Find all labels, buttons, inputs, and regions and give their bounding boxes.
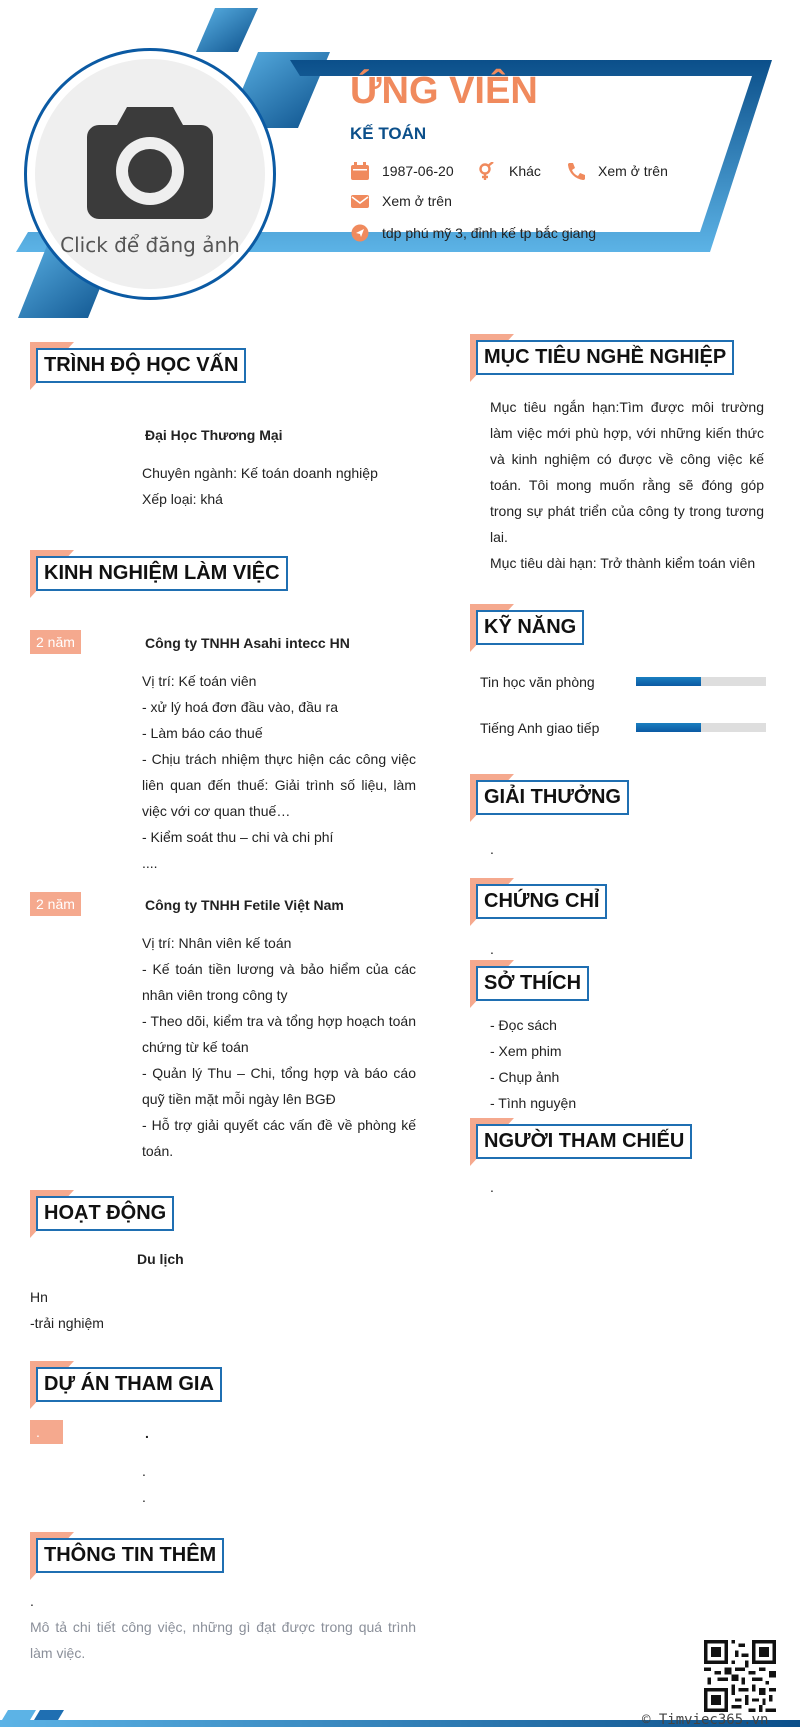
objective-short: Mục tiêu ngắn hạn:Tìm được môi trường làm việc mới phù hợp, với những kiến thức và kinh nghiệm có được về công việc kế toán. Tôi mong muốn rằng sẽ đóng góp trong sự phát triển của công ty trong tương lai. [490,399,764,545]
birthday: 1987-06-20 [382,163,454,179]
extra-info-placeholder[interactable]: Mô tả chi tiết công việc, những gì đạt được trong quá trình làm việc. [30,1619,416,1661]
section-title: NGƯỜI THAM CHIẾU [476,1124,692,1159]
skill-level-fill [636,677,701,686]
gender: Khác [509,163,541,179]
experience-line: - Chịu trách nhiệm thực hiện các công việc liên quan đến thuế: Giải trình số liệu, làm việc với cơ quan thuế… [142,751,416,819]
certificates-content: . [490,941,494,957]
section-activities [30,1190,174,1231]
phone-row [566,162,668,180]
references-content: . [490,1179,494,1195]
experience-line: Vị trí: Kế toán viên [142,673,257,689]
experience-line: - Hỗ trợ giải quyết các vấn đề về phòng kế toán. [142,1117,416,1159]
email: Xem ở trên [382,193,452,209]
email-row [350,192,452,210]
avatar-placeholder[interactable] [35,59,265,289]
skill-level-bar [636,723,766,732]
watermark: © Timviec365.vn [642,1712,769,1727]
section-awards [470,774,629,815]
section-title: MỤC TIÊU NGHỀ NGHIỆP [476,340,734,375]
activity-line: Hn [30,1289,48,1305]
shard-top-1 [196,8,258,52]
skill-name: Tiếng Anh giao tiếp [480,720,600,736]
section-certificates [470,878,607,919]
experience-line: - xử lý hoá đơn đầu vào, đầu ra [142,699,338,715]
experience-line: .... [142,855,158,871]
hobby-item: - Xem phim [490,1043,562,1059]
section-title: KINH NGHIỆM LÀM VIỆC [36,556,288,591]
experience-line: - Làm báo cáo thuế [142,725,263,741]
hobby-item: - Chụp ảnh [490,1069,560,1085]
skill-name: Tin học văn phòng [480,674,595,690]
section-title: KỸ NĂNG [476,610,584,645]
upload-photo-caption[interactable]: Click để đăng ảnh [60,233,240,257]
candidate-name: ỨNG VIÊN [350,70,538,112]
section-objective [470,334,734,375]
address-row [350,224,596,242]
hobbies-list [490,1012,576,1116]
hobby-item: - Đọc sách [490,1017,557,1033]
experience-line: - Theo dõi, kiểm tra và tổng hợp hoạch toán chứng từ kế toán [142,1013,416,1055]
education-grade: Xếp loại: khá [142,491,223,507]
section-title: HOẠT ĐỘNG [36,1196,174,1231]
experience-company: Công ty TNHH Fetile Việt Nam [145,897,344,913]
experience-company: Công ty TNHH Asahi intecc HN [145,635,350,651]
section-experience [30,550,288,591]
job-title: KẾ TOÁN [350,124,427,143]
section-projects [30,1361,222,1402]
activity-name: Du lịch [137,1251,184,1267]
avatar[interactable] [24,48,276,300]
awards-content: . [490,841,494,857]
location-icon [350,224,370,242]
objective-long: Mục tiêu dài hạn: Trở thành kiểm toán viên [490,555,756,571]
hobby-item: - Tình nguyện [490,1095,577,1111]
section-hobbies [470,960,589,1001]
section-references [470,1118,692,1159]
section-title: THÔNG TIN THÊM [36,1538,224,1573]
gender-row [477,162,541,180]
section-title: SỞ THÍCH [476,966,589,1001]
experience-duration: 2 năm [30,630,81,654]
section-title: DỰ ÁN THAM GIA [36,1367,222,1402]
experience-description [142,930,416,1164]
education-major: Chuyên ngành: Kế toán doanh nghiệp [142,465,378,481]
extra-info-dot: . [30,1593,34,1609]
experience-description [142,668,416,876]
experience-duration: 2 năm [30,892,81,916]
camera-icon [87,99,213,219]
experience-line: - Quản lý Thu – Chi, tổng hợp và báo cáo quỹ tiền mặt mỗi ngày lên BGĐ [142,1065,416,1107]
section-title: GIẢI THƯỞNG [476,780,629,815]
experience-line: Vị trí: Nhân viên kế toán [142,935,292,951]
phone-icon [566,162,586,180]
activity-line: -trải nghiệm [30,1315,104,1331]
section-title: TRÌNH ĐỘ HỌC VẤN [36,348,246,383]
project-line: . [142,1489,146,1505]
school-name: Đại Học Thương Mại [145,427,283,443]
experience-line: - Kế toán tiền lương và bảo hiểm của các nhân viên trong công ty [142,961,416,1003]
skill-level-fill [636,723,701,732]
gender-icon [477,162,497,180]
calendar-icon [350,162,370,180]
birthday-row [350,162,454,180]
project-badge: . [30,1420,63,1444]
project-title: . [145,1425,149,1441]
section-title: CHỨNG CHỈ [476,884,607,919]
section-extra-info [30,1532,224,1573]
skill-level-bar [636,677,766,686]
project-line: . [142,1463,146,1479]
section-skills [470,604,584,645]
experience-line: - Kiểm soát thu – chi và chi phí [142,829,334,845]
phone: Xem ở trên [598,163,668,179]
address: tdp phú mỹ 3, đỉnh kế tp bắc giang [382,225,597,241]
section-education [30,342,246,383]
email-icon [350,192,370,210]
